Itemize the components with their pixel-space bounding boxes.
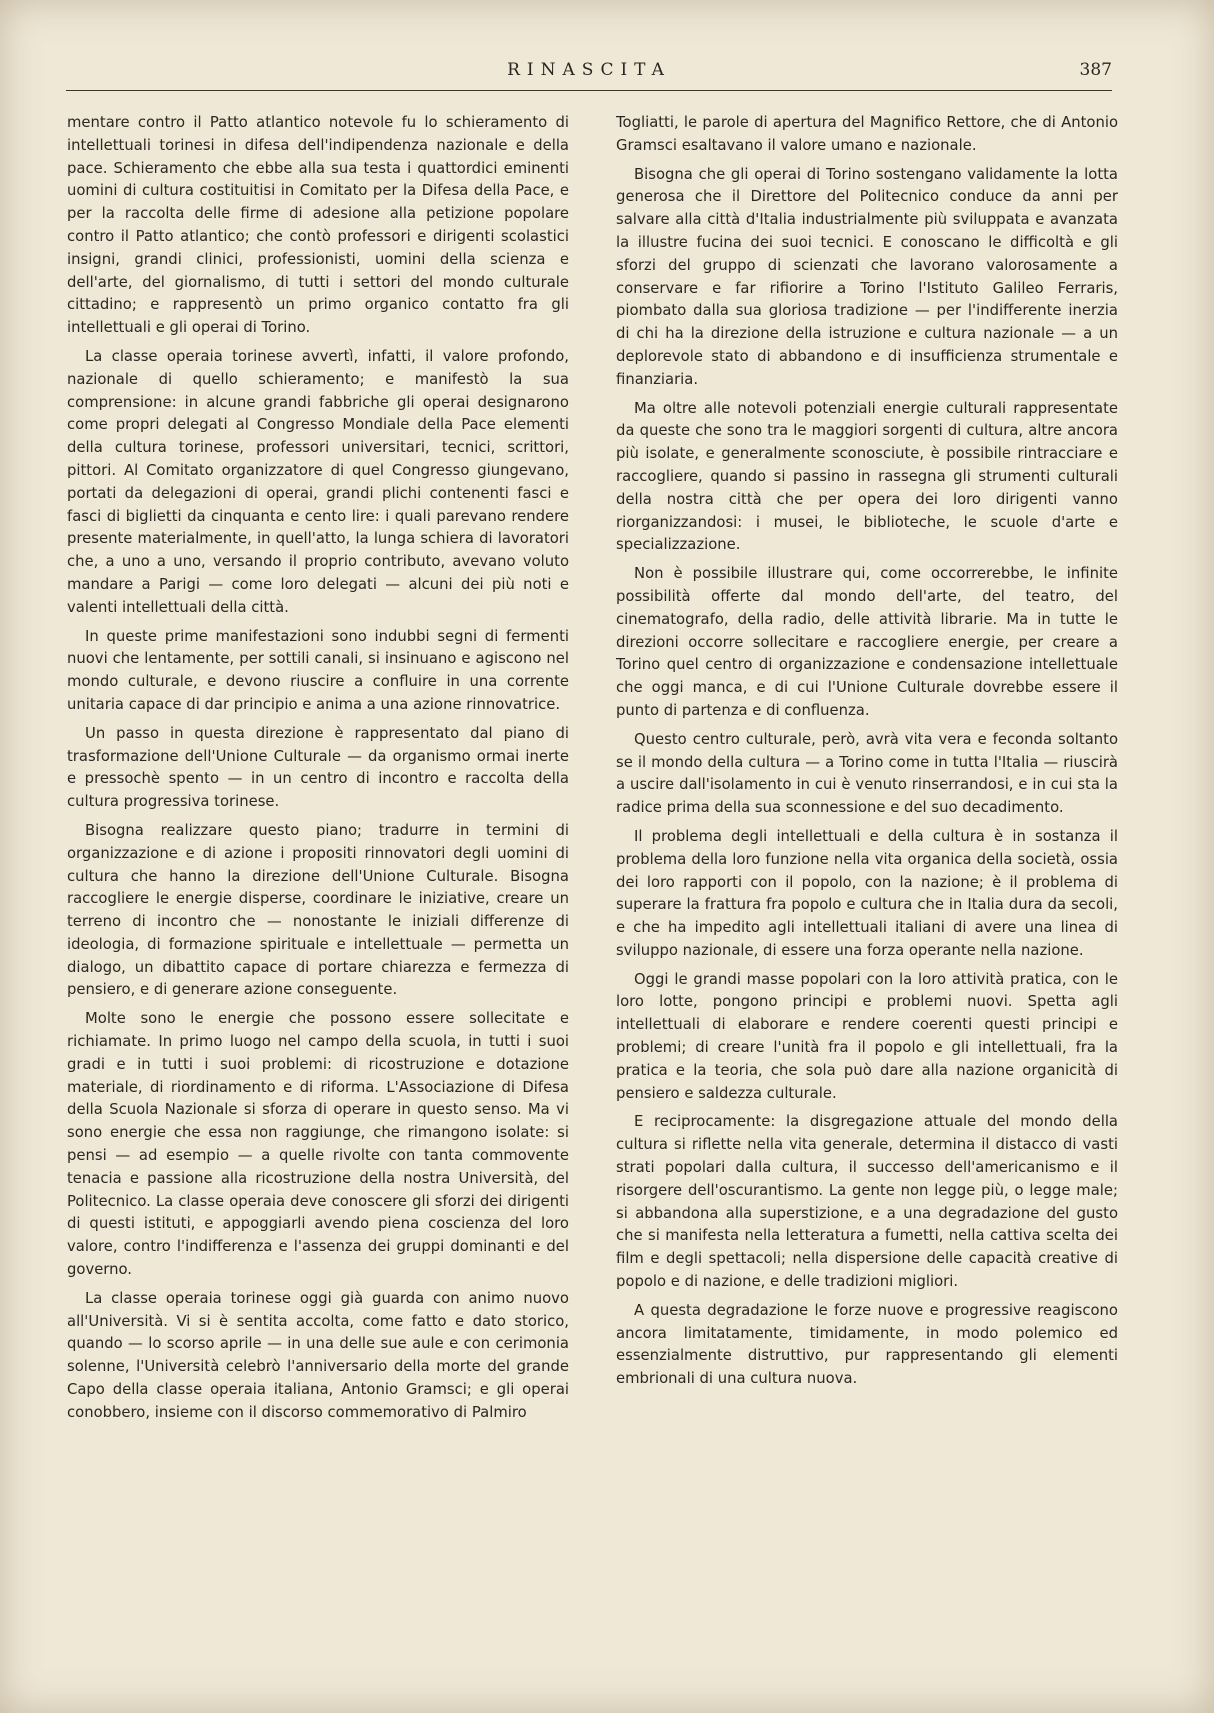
paragraph: Il problema degli intellettuali e della cultura è in sostanza il problema della loro funzione nella vita organica della società, ossia dei loro rapporti con il popolo, con la nazione; è il problema di superare la frattura fra popolo e cultura che in Italia dura da secoli, e che ha impedito agli intellettuali italiani di avere una linea di sviluppo nazionale, di essere una forza operante nella nazione. <box>616 827 1118 959</box>
paragraph: Questo centro culturale, però, avrà vita vera e feconda soltanto se il mondo della cultura — a Torino come in tutta l'Italia — riuscirà a uscire dall'isolamento in cui è venuto rinserrandosi, e in cui sta la radice prima della sua sconnessione e del suo decadimento. <box>616 730 1118 817</box>
paragraph: Bisogna realizzare questo piano; tradurre in termini di organizzazione e di azione i propositi rinnovatori degli uomini di cultura che hanno la direzione dell'Unione Culturale. Bisogna raccogliere le energie disperse, coordinare le iniziative, creare un terreno di incontro che — nonostante le iniziali differenze di ideologia, di formazione spirituale e intellettuale — permetta un dialogo, un dibattito capace di portare chiarezza e fermezza di pensiero, e di generare azione conseguente. <box>67 821 569 999</box>
right-column <box>616 112 1118 1397</box>
paragraph: Un passo in questa direzione è rappresentato dal piano di trasformazione dell'Unione Culturale — da organismo ormai inerte e pressochè spento — in un centro di incontro e raccolta della cultura progressiva torinese. <box>67 724 569 811</box>
paragraph: Non è possibile illustrare qui, come occorrerebbe, le infinite possibilità offerte dal mondo dell'arte, del teatro, del cinematografo, della radio, delle attività librarie. Ma in tutte le direzioni occorre sollecitare e raccogliere energie, per creare a Torino quel centro di organizzazione e condensazione intellettuale che oggi manca, e di cui l'Unione Culturale dovrebbe essere il punto di partenza e di confluenza. <box>616 565 1118 719</box>
paragraph: Bisogna che gli operai di Torino sostengano validamente la lotta generosa che il Direttore del Politecnico conduce da anni per salvare alla città d'Italia industrialmente più sviluppata e avanzata la illustre fucina dei suoi tecnici. E conoscano le difficoltà e gli sforzi del gruppo di scienzati che lavorano valorosamente a conservare e far rifiorire a Torino l'Istituto Galileo Ferraris, piombato dalla sua gloriosa tradizione — per l'indifferente inerzia di chi ha la direzione della istruzione e cultura nazionale — a un deplorevole stato di abbandono e di insufficienza strumentale e finanziaria. <box>616 165 1118 388</box>
masthead-title: RINASCITA <box>507 60 671 80</box>
paragraph: Togliatti, le parole di apertura del Magnifico Rettore, che di Antonio Gramsci esaltavano il valore umano e nazionale. <box>616 114 1118 154</box>
paragraph: Molte sono le energie che possono essere sollecitate e richiamate. In primo luogo nel campo della scuola, in tutti i suoi gradi e in tutti i suoi problemi: di ricostruzione e dotazione materiale, di riordinamento e di riforma. L'Associazione di Difesa della Scuola Nazionale si sforza di operare in questo senso. Ma vi sono energie che essa non raggiunge, che rimangono isolate: si pensi — ad esempio — a quelle rivolte con tanta commovente tenacia e passione alla ricostruzione della nostra Università, del Politecnico. La classe operaia deve conoscere gli sforzi dei dirigenti di questi istituti, e appoggiarli avendo piena coscienza del loro valore, contro l'indifferenza e l'assenza dei gruppi dominanti e del governo. <box>67 1010 569 1279</box>
page-header <box>66 56 1112 91</box>
page-number: 387 <box>1079 60 1112 80</box>
paragraph: A questa degradazione le forze nuove e progressive reagiscono ancora limitatamente, timidamente, in modo polemico ed essenzialmente distruttivo, pur rappresentando gli elementi embrionali di una cultura nuova. <box>616 1301 1118 1388</box>
paragraph: E reciprocamente: la disgregazione attuale del mondo della cultura si riflette nella vita generale, determina il distacco di vasti strati popolari dalla cultura, il successo dell'americanismo e il risorgere dell'oscurantismo. La gente non legge più, o legge male; si abbandona alla superstizione, e a una degradazione del gusto che si manifesta nella letteratura a fumetti, nella cattiva scelta dei film e degli spettacoli; nella dispersione delle capacità creative di popolo e di nazione, e delle tradizioni migliori. <box>616 1113 1118 1291</box>
paragraph: La classe operaia torinese avvertì, infatti, il valore profondo, nazionale di quello schieramento; e manifestò la sua comprensione: in alcune grandi fabbriche gli operai designarono come propri delegati al Congresso Mondiale della Pace elementi della cultura torinese, professori universitari, tecnici, scrittori, pittori. Al Comitato organizzatore di quel Congresso giungevano, portati da delegazioni di operai, grandi plichi contenenti fasci e fasci di biglietti da cinquanta e cento lire: i quali parevano rendere presente materialmente, in quell'atto, la lunga schiera di lavoratori che, a uno a uno, versando il proprio contributo, avevano voluto mandare a Parigi — come loro delegati — alcuni dei più noti e valenti intellettuali della città. <box>67 347 569 616</box>
paragraph: La classe operaia torinese oggi già guarda con animo nuovo all'Università. Vi si è sentita accolta, come fatto e dato storico, quando — lo scorso aprile — in una delle sue aule e con cerimonia solenne, l'Università celebrò l'anniversario della morte del grande Capo della classe operaia italiana, Antonio Gramsci; e gli operai conobbero, insieme con il discorso commemorativo di Palmiro <box>67 1289 569 1421</box>
paragraph: Ma oltre alle notevoli potenziali energie culturali rappresentate da queste che sono tra le maggiori sorgenti di cultura, altre ancora più isolate, e generalmente sconosciute, è possibile rintracciare e raccogliere, quando si passino in rassegna gli strumenti culturali della nostra città che per opera dei loro dirigenti vanno riorganizzandosi: i musei, le biblioteche, le scuole d'arte e specializzazione. <box>616 399 1118 554</box>
paragraph: mentare contro il Patto atlantico notevole fu lo schieramento di intellettuali torinesi in difesa dell'indipendenza nazionale e della pace. Schieramento che ebbe alla sua testa i quattordici eminenti uomini di cultura costituitisi in Comitato per la Difesa della Pace, e per la raccolta delle firme di adesione alla petizione popolare contro il Patto atlantico; che contò professori e dirigenti scolastici insigni, grandi clinici, professionisti, uomini della scienza e dell'arte, del giornalismo, di tutti i settori del mondo culturale cittadino; e rappresentò un primo organico contatto fra gli intellettuali e gli operai di Torino. <box>67 114 569 337</box>
paragraph: Oggi le grandi masse popolari con la loro attività pratica, con le loro lotte, pongono principi e problemi nuovi. Spetta agli intellettuali di elaborare e rendere coerenti questi principi e problemi; di creare l'unità fra il popolo e gli intellettuali, fra la pratica e la teoria, che sola può dare alla nazione organicità di pensiero e saldezza culturale. <box>616 970 1118 1102</box>
paragraph: In queste prime manifestazioni sono indubbi segni di fermenti nuovi che lentamente, per sottili canali, si insinuano e agiscono nel mondo culturale, e devono riuscire a confluire in una corrente unitaria capace di dar principio e anima a una azione rinnovatrice. <box>67 627 569 713</box>
left-column <box>67 112 569 1431</box>
